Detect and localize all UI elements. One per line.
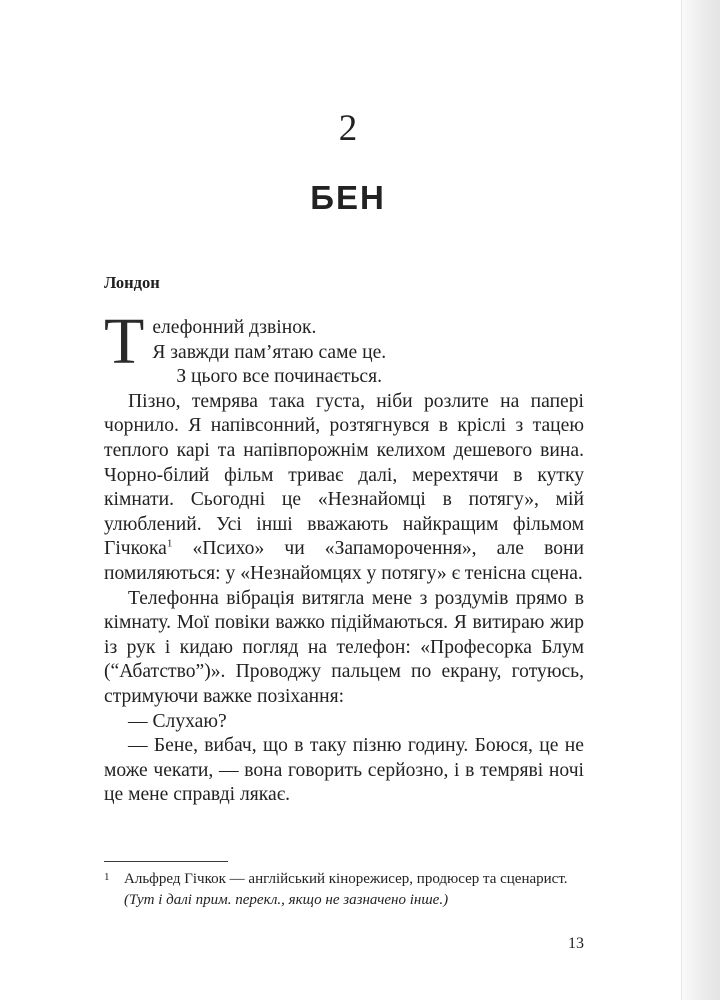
dialogue-line: — Слухаю?	[128, 710, 227, 732]
paragraph	[104, 390, 584, 587]
footnote-body: Альфред Гічкок — англійський кінорежисер, продюсер та сценарист.	[124, 871, 568, 887]
drop-cap: Т	[104, 305, 145, 378]
location-heading: Лондон	[104, 273, 160, 292]
page-edge	[682, 0, 720, 1000]
chapter-title: БЕН	[310, 179, 386, 216]
page-number: 13	[568, 935, 584, 952]
paragraph-text: «Психо» чи «Запаморочення», але вони помиляються: у «Незнайомцях у потягу» є тенісна сцена.	[104, 538, 584, 584]
footnote-text	[124, 869, 584, 911]
body-text	[104, 305, 584, 808]
footnote-marker: 1	[104, 871, 110, 883]
footnote-rule	[104, 861, 228, 862]
chapter-number: 2	[338, 108, 358, 149]
opening-line-2: Я завжди пам’ятаю саме це.	[152, 341, 387, 363]
footnote-translator-note: (Тут і далі прим. перекл., якщо не зазначено інше.)	[124, 892, 449, 908]
footnote	[104, 869, 584, 911]
paragraph: З цього все починається.	[176, 366, 382, 388]
paragraph: Телефонна вібрація витягла мене з роздумів прямо в кімнату. Мої повіки важко підіймаються. Я витираю жир із рук і кидаю погляд на телефон: «Професорка Блум (“Абатство”)». Проводжу пальцем по екрану, готуюсь, стримуючи важке позіхання:	[104, 587, 584, 707]
paragraph-text: Пізно, темрява така густа, ніби розлите на папері чорнило. Я напівсонний, розтягнувся в кріслі з тацею теплого карі та напівпорожнім келихом дешевого вина. Чорно-білий фільм триває далі, мерехтячи в кутку кімнати. Сьогодні це «Незнайомці в потягу», мій улюблений. Усі інші вважають найкращим фільмом Гічкока	[104, 390, 584, 560]
footnote-reference[interactable]: 1	[166, 537, 173, 550]
dialogue-line: — Бене, вибач, що в таку пізню годину. Боюся, це не може чекати, — вона говорить серйозно, і в темряві ночі це мене справді лякає.	[104, 735, 584, 806]
opening-line: елефонний дзвінок.	[152, 317, 317, 338]
